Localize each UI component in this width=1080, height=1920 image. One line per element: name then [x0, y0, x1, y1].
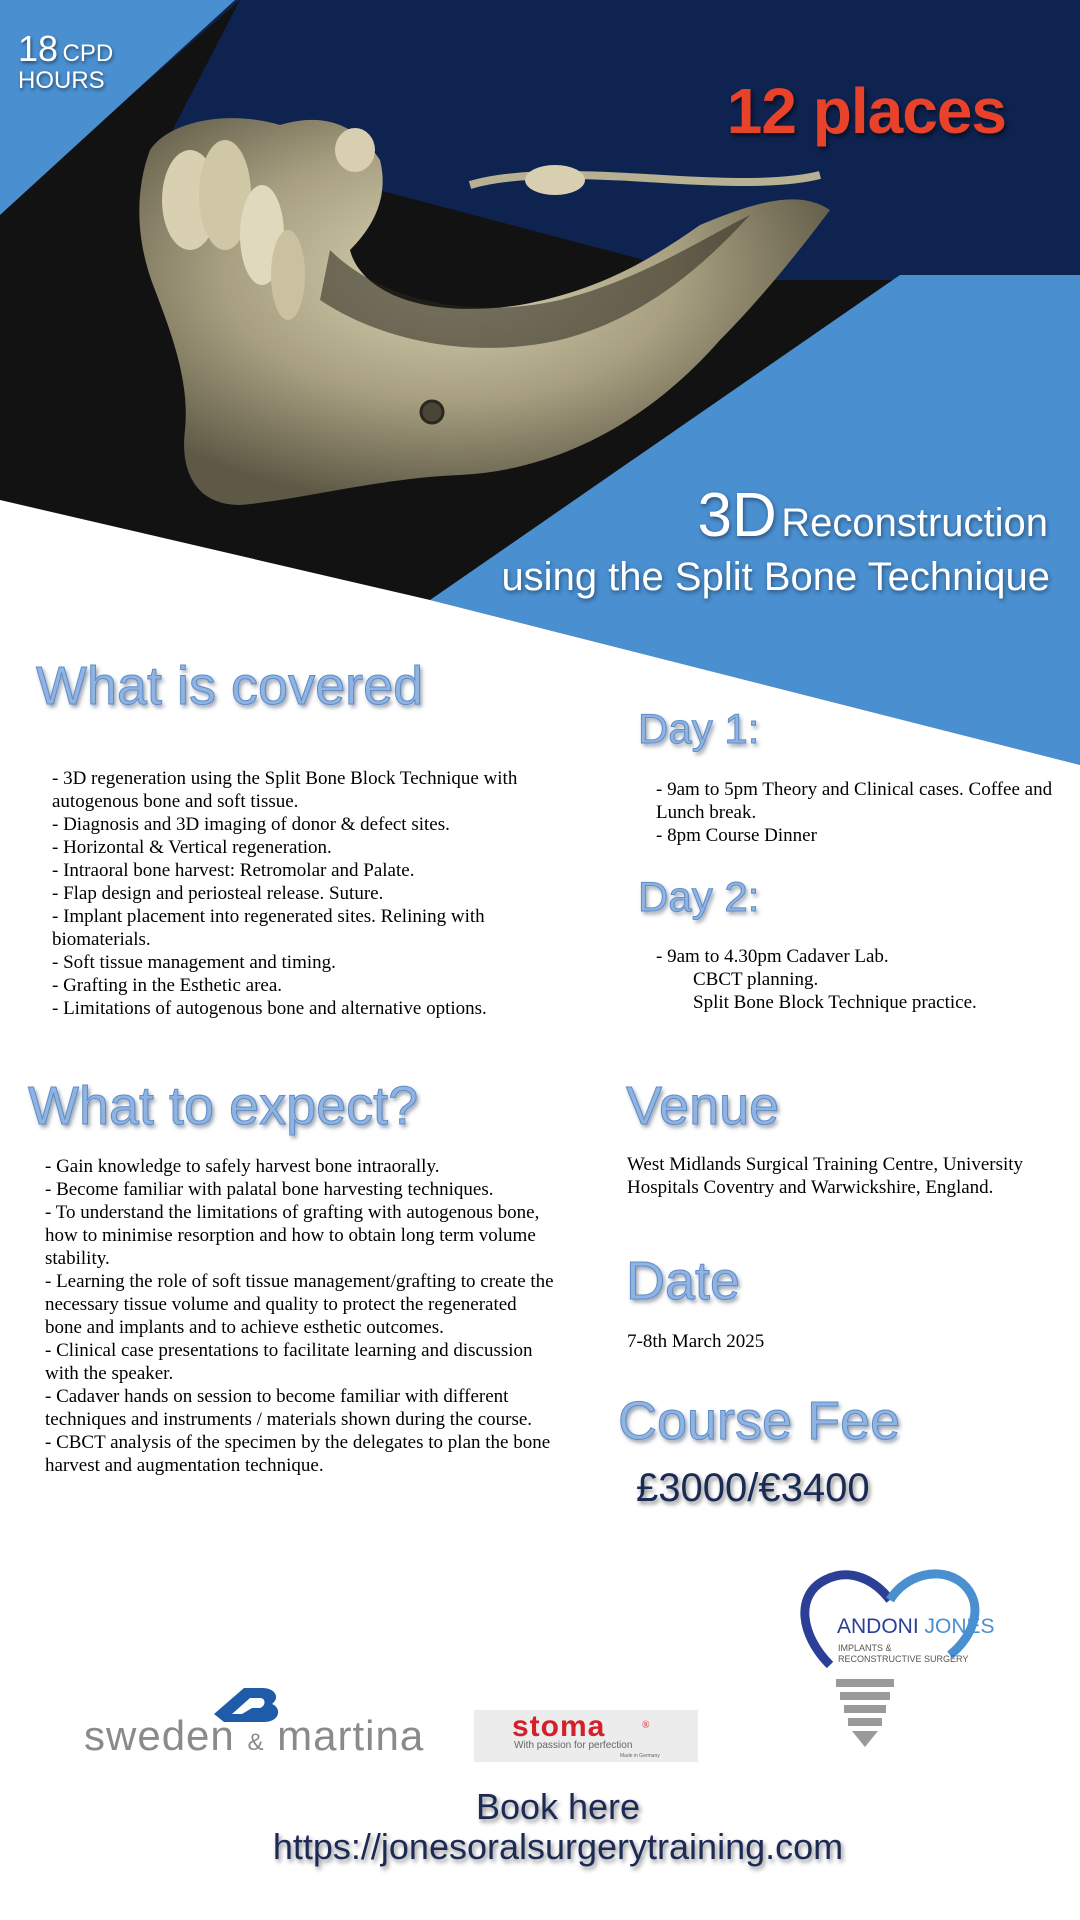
martina-text: martina: [277, 1712, 425, 1759]
stoma-logo: [474, 1710, 698, 1762]
fee-amount: £3000/€3400: [636, 1466, 870, 1510]
list-item: - To understand the limitations of grafting with autogenous bone, how to minimise resorption and how to obtain long term volume stability.: [45, 1202, 540, 1269]
list-item: - Clinical case presentations to facilitate learning and discussion with the speaker.: [45, 1340, 533, 1384]
book-here-label: Book here: [475, 1786, 641, 1827]
day1-heading: Day 1:: [638, 705, 760, 752]
cpd-number: 18: [18, 28, 59, 69]
stoma-made: Made in Germany: [620, 1753, 660, 1759]
list-item: - Become familiar with palatal bone harvesting techniques.: [45, 1179, 494, 1200]
venue-heading: Venue: [626, 1076, 780, 1136]
date-heading: Date: [626, 1251, 741, 1311]
venue-text: West Midlands Surgical Training Centre, University Hospitals Coventry and Warwickshire, England.: [627, 1154, 1024, 1198]
course-title: [697, 480, 1048, 551]
expect-heading: What to expect?: [28, 1076, 419, 1136]
aj-sub2: RECONSTRUCTIVE SURGERY: [838, 1654, 969, 1664]
list-item: - Limitations of autogenous bone and alternative options.: [52, 998, 487, 1019]
list-item: - 8pm Course Dinner: [656, 825, 817, 846]
cpd-unit: CPD: [62, 40, 114, 67]
list-item: CBCT planning.: [693, 969, 819, 990]
cpd-hours: HOURS: [18, 66, 105, 94]
fee-heading: Course Fee: [618, 1391, 901, 1451]
sweden-martina-wordmark: [84, 1712, 424, 1760]
list-item: - Horizontal & Vertical regeneration.: [52, 837, 332, 858]
list-item: - Cadaver hands on session to become familiar with different techniques and instruments / materials shown during the course.: [45, 1386, 533, 1430]
list-item: - 3D regeneration using the Split Bone Block Technique with autogenous bone and soft tissue.: [52, 768, 518, 812]
aj-sub1: IMPLANTS &: [838, 1643, 892, 1653]
sweden-martina-logo: [84, 1668, 425, 1759]
day2-list: [656, 945, 1056, 1014]
list-item: - Diagnosis and 3D imaging of donor & defect sites.: [52, 814, 450, 835]
aj-name1: ANDONI: [837, 1615, 919, 1638]
stoma-name: stoma: [512, 1710, 606, 1743]
day2-heading: Day 2:: [638, 873, 760, 920]
andoni-jones-logo: [790, 1555, 1020, 1755]
places-count: 12 places: [726, 75, 1006, 147]
aj-name: [837, 1615, 995, 1639]
list-item: - Learning the role of soft tissue management/grafting to create the necessary tissue volume and quality to protect the regenerated bone and implants and to achieve esthetic outcomes.: [45, 1271, 554, 1338]
list-item: - 9am to 5pm Theory and Clinical cases. Coffee and Lunch break.: [656, 779, 1053, 823]
list-item: - CBCT analysis of the specimen by the delegates to plan the bone harvest and augmentation technique.: [45, 1432, 551, 1476]
covered-heading: What is covered: [36, 656, 424, 716]
list-item: - 9am to 4.30pm Cadaver Lab.: [656, 946, 889, 967]
list-item: - Soft tissue management and timing.: [52, 952, 336, 973]
expect-list: [45, 1155, 555, 1477]
course-title-rest: Reconstruction: [781, 501, 1048, 545]
list-item: Split Bone Block Technique practice.: [693, 992, 977, 1013]
list-item: - Intraoral bone harvest: Retromolar and Palate.: [52, 860, 415, 881]
aj-subtitle: [838, 1643, 968, 1665]
day1-list: [656, 778, 1056, 847]
list-item: - Grafting in the Esthetic area.: [52, 975, 283, 996]
covered-list: [52, 767, 572, 1020]
list-item: - Implant placement into regenerated sites. Relining with biomaterials.: [52, 906, 485, 950]
amp-text: &: [247, 1729, 265, 1756]
list-item: - Flap design and periosteal release. Suture.: [52, 883, 384, 904]
booking-url-link[interactable]: https://jonesoralsurgerytraining.com: [272, 1826, 844, 1867]
aj-name2: JONES: [924, 1615, 995, 1638]
course-subtitle: using the Split Bone Technique: [501, 555, 1050, 599]
course-title-3d: 3D: [697, 481, 777, 550]
sweden-text: sweden: [84, 1712, 235, 1759]
list-item: - Gain knowledge to safely harvest bone intraorally.: [45, 1156, 440, 1177]
cpd-hours-badge: [18, 30, 113, 93]
registered-icon: ®: [642, 1720, 650, 1731]
date-text: 7-8th March 2025: [627, 1331, 765, 1352]
stoma-tagline: With passion for perfection: [514, 1740, 633, 1751]
